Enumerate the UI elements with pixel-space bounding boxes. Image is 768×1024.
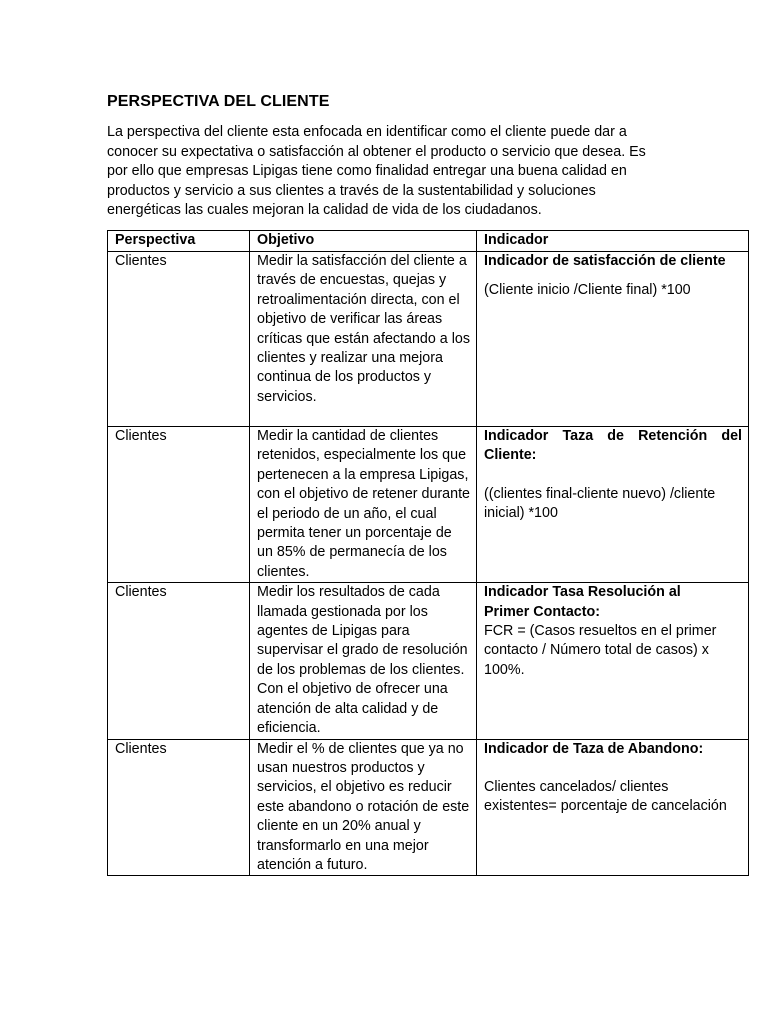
header-objetivo: Objetivo [250,231,477,252]
cell-indicador [477,583,749,739]
intro-paragraph: La perspectiva del cliente esta enfocada en identificar como el cliente puede dar a conocer su expectativa o satisfacción al obtener el producto o servicio que desea. Es por ello que empresas Lipigas tiene como finalidad entregar una buena calidad en productos y servicio a sus clientes a través de la sustentabilidad y soluciones energéticas las cuales mejoran la calidad de vida de los ciudadanos. [107,124,646,218]
table-header-row [108,231,749,252]
header-indicador: Indicador [477,231,749,252]
table-row [108,739,749,876]
table-row [108,427,749,583]
document-page [107,92,748,873]
cell-objetivo: Medir la satisfacción del cliente a través de encuestas, quejas y retroalimentación directa, con el objetivo de verificar las áreas críticas que están afectando a los clientes y realizar una mejora continua de los productos y servicios. [250,252,477,427]
table-row [108,583,749,739]
cell-objetivo: Medir los resultados de cada llamada gestionada por los agentes de Lipigas para supervisar el grado de resolución de los problemas de los clientes. Con el objetivo de ofrecer una atención de alta calidad y de eficiencia. [250,583,477,739]
indicator-title: Indicador Tasa Resolución al Primer Contacto: [484,584,681,620]
header-perspectiva: Perspectiva [108,231,250,252]
indicators-table [107,230,749,876]
indicator-formula: Clientes cancelados/ clientes existentes= porcentaje de cancelación [484,778,727,815]
indicator-formula: (Cliente inicio /Cliente final) *100 [484,282,691,299]
cell-indicador [477,427,749,583]
cell-perspectiva: Clientes [108,739,250,876]
table-row [108,252,749,427]
cell-indicador [477,739,749,876]
cell-objetivo: Medir la cantidad de clientes retenidos, especialmente los que pertenecen a la empresa Lipigas, con el objetivo de retener durante el periodo de un año, el cual permita tener un porcentaje de un 85% de permanecía de los clientes. [250,427,477,583]
indicator-title: Indicador de Taza de Abandono: [484,740,704,757]
cell-objetivo: Medir el % de clientes que ya no usan nuestros productos y servicios, el objetivo es reducir este abandono o rotación de este cliente en un 20% anual y transformarlo en una mejor atención a futuro. [250,739,477,876]
cell-indicador [477,252,749,427]
indicator-formula: ((clientes final-cliente nuevo) /cliente inicial) *100 [484,485,716,522]
section-title: PERSPECTIVA DEL CLIENTE [107,93,330,110]
indicator-title: Indicador Taza de Retención del Cliente: [484,428,742,464]
cell-perspectiva: Clientes [108,583,250,739]
indicator-title: Indicador de satisfacción de cliente [484,253,726,269]
indicator-formula: FCR = (Casos resueltos en el primer contacto / Número total de casos) x 100%. [484,623,717,678]
cell-perspectiva: Clientes [108,427,250,583]
cell-perspectiva: Clientes [108,252,250,427]
